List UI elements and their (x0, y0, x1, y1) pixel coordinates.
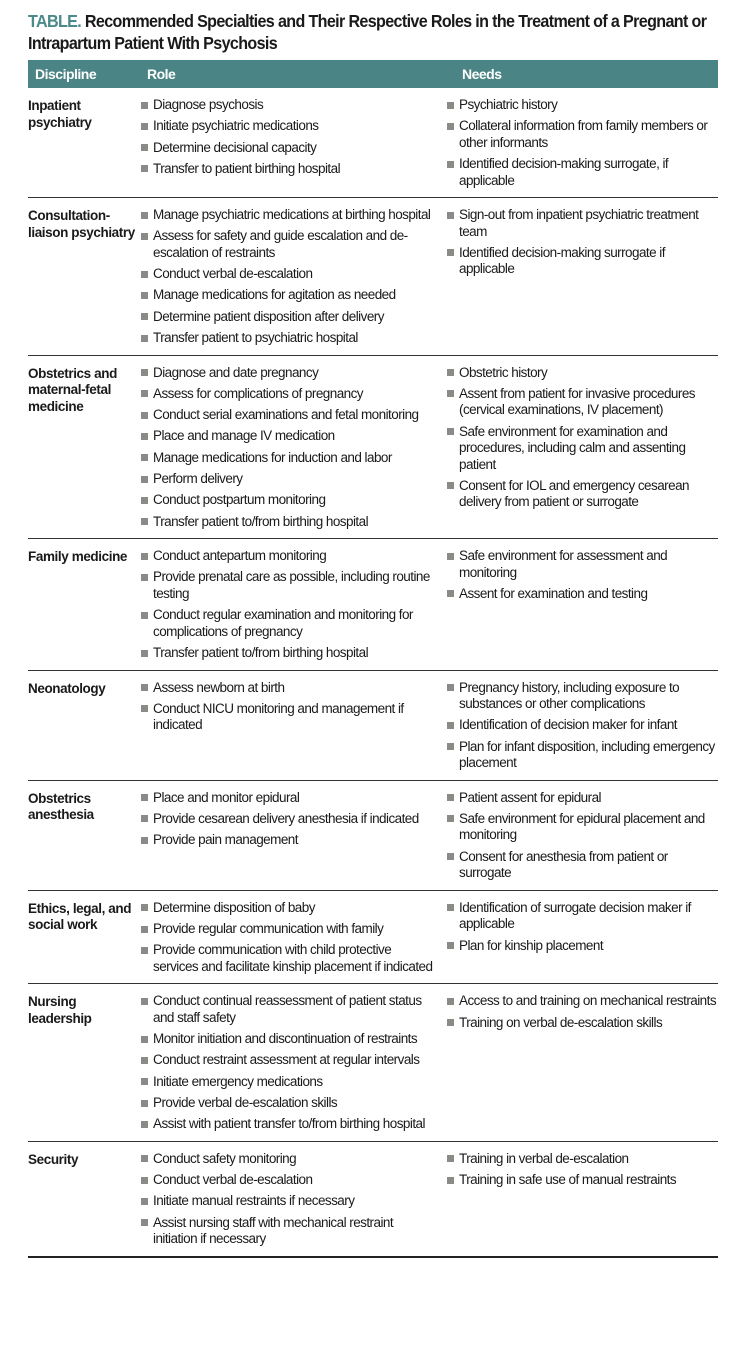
role-cell (140, 680, 446, 772)
needs-item (446, 586, 718, 603)
needs-cell (446, 790, 718, 882)
role-item (140, 365, 434, 382)
bullet-square-icon (447, 590, 454, 597)
role-item (140, 140, 434, 157)
bullet-square-icon (141, 684, 148, 691)
bullet-square-icon (141, 998, 148, 1005)
bullet-square-icon (447, 743, 454, 750)
header-role: Role (147, 66, 176, 82)
role-item-text: Transfer patient to/from birthing hospital (153, 645, 369, 661)
needs-cell (446, 1151, 718, 1248)
discipline-cell: Inpatient psychiatry (28, 98, 92, 130)
needs-item-text: Obstetric history (459, 364, 548, 380)
role-item-text: Conduct verbal de-escalation (153, 266, 313, 282)
role-item-text: Conduct restraint assessment at regular intervals (153, 1052, 420, 1068)
role-item (140, 701, 434, 734)
needs-cell (446, 97, 718, 189)
bullet-square-icon (141, 1121, 148, 1128)
role-item (140, 1172, 434, 1189)
needs-item (446, 156, 718, 189)
needs-item (446, 900, 718, 933)
role-item (140, 514, 434, 531)
role-item (140, 407, 434, 424)
role-item (140, 228, 434, 261)
role-item-text: Place and manage IV medication (153, 428, 335, 444)
role-item-text: Assist with patient transfer to/from birthing hospital (153, 1116, 425, 1132)
bullet-square-icon (141, 1100, 148, 1107)
role-item (140, 266, 434, 283)
needs-item-text: Consent for anesthesia from patient or surrogate (459, 848, 668, 881)
bullet-square-icon (447, 553, 454, 560)
role-item (140, 607, 434, 640)
bullet-square-icon (141, 1078, 148, 1085)
role-item (140, 832, 434, 849)
bullet-square-icon (141, 233, 148, 240)
role-item-text: Conduct serial examinations and fetal monitoring (153, 407, 419, 423)
bullet-square-icon (141, 1198, 148, 1205)
needs-item (446, 386, 718, 419)
needs-cell (446, 900, 718, 976)
role-item-text: Determine disposition of baby (153, 899, 315, 915)
role-item (140, 1116, 434, 1133)
needs-item-text: Consent for IOL and emergency cesarean delivery from patient or surrogate (459, 477, 689, 510)
bullet-square-icon (141, 497, 148, 504)
role-item-text: Diagnose psychosis (153, 97, 264, 112)
needs-item-text: Identification of decision maker for infant (459, 717, 677, 733)
needs-item-text: Identification of surrogate decision maker if applicable (459, 899, 691, 932)
needs-item (446, 424, 718, 474)
specialties-table (28, 60, 718, 1258)
bullet-square-icon (447, 942, 454, 949)
needs-item-text: Identified decision-making surrogate if applicable (459, 244, 665, 277)
bullet-square-icon (447, 161, 454, 168)
bullet-square-icon (141, 1057, 148, 1064)
bullet-square-icon (141, 650, 148, 657)
role-item (140, 161, 434, 178)
role-item (140, 680, 434, 697)
discipline-cell: Family medicine (28, 549, 128, 565)
role-item-text: Determine patient disposition after delivery (153, 308, 384, 324)
header-discipline: Discipline (35, 66, 97, 82)
needs-item-text: Patient assent for epidural (459, 789, 601, 805)
role-item (140, 790, 434, 807)
role-item-text: Manage psychiatric medications at birthing hospital (153, 207, 431, 223)
bullet-square-icon (141, 292, 148, 299)
needs-item-text: Assent from patient for invasive procedures (cervical examinations, IV placement) (459, 385, 695, 418)
bullet-square-icon (447, 853, 454, 860)
role-cell (140, 790, 446, 882)
role-item (140, 569, 434, 602)
role-item (140, 471, 434, 488)
needs-item-text: Plan for infant disposition, including emergency placement (459, 738, 715, 771)
bullet-square-icon (141, 271, 148, 278)
role-item-text: Provide cesarean delivery anesthesia if indicated (153, 810, 419, 826)
table-row (28, 1142, 718, 1258)
table-title-text: Recommended Specialties and Their Respective Roles in the Treatment of a Pregnant or Intrapartum Patient With Psychosis (28, 11, 707, 53)
needs-item-text: Plan for kinship placement (459, 937, 604, 953)
role-item-text: Conduct safety monitoring (153, 1150, 297, 1166)
bullet-square-icon (141, 123, 148, 130)
bullet-square-icon (141, 705, 148, 712)
role-item-text: Provide verbal de-escalation skills (153, 1095, 338, 1111)
needs-cell (446, 680, 718, 772)
bullet-square-icon (141, 947, 148, 954)
bullet-square-icon (141, 1177, 148, 1184)
needs-item (446, 790, 718, 807)
needs-cell (446, 993, 718, 1132)
role-cell (140, 365, 446, 531)
role-item-text: Provide pain management (153, 832, 298, 848)
bullet-square-icon (141, 904, 148, 911)
bullet-square-icon (447, 249, 454, 256)
needs-item (446, 207, 718, 240)
needs-item-text: Training in safe use of manual restraints (459, 1172, 677, 1188)
role-item-text: Assess for safety and guide escalation and de-escalation of restraints (153, 228, 408, 260)
needs-item (446, 993, 718, 1010)
needs-item (446, 97, 718, 114)
table-row (28, 539, 718, 670)
needs-item (446, 1151, 718, 1168)
role-item-text: Manage medications for agitation as needed (153, 287, 396, 303)
role-item (140, 1215, 434, 1248)
bullet-square-icon (141, 433, 148, 440)
role-item-text: Initiate psychiatric medications (153, 118, 319, 134)
needs-item-text: Safe environment for examination and procedures, including calm and assenting patient (459, 423, 686, 472)
role-item (140, 330, 434, 347)
bullet-square-icon (447, 815, 454, 822)
role-cell (140, 1151, 446, 1248)
role-item (140, 921, 434, 938)
needs-item (446, 548, 718, 581)
role-item (140, 386, 434, 403)
role-item-text: Initiate emergency medications (153, 1073, 323, 1089)
needs-item-text: Pregnancy history, including exposure to substances or other complications (459, 679, 680, 712)
role-item-text: Conduct continual reassessment of patient status and staff safety (153, 993, 422, 1025)
bullet-square-icon (141, 1219, 148, 1226)
needs-cell (446, 548, 718, 661)
role-item-text: Conduct antepartum monitoring (153, 548, 327, 564)
needs-item (446, 680, 718, 713)
role-item (140, 118, 434, 135)
needs-item (446, 849, 718, 882)
role-item (140, 645, 434, 662)
bullet-square-icon (447, 369, 454, 376)
role-cell (140, 900, 446, 976)
role-item-text: Provide communication with child protective services and facilitate kinship placement if indicated (153, 942, 433, 974)
role-item-text: Place and monitor epidural (153, 789, 300, 805)
table-row (28, 198, 718, 355)
role-item-text: Conduct regular examination and monitoring for complications of pregnancy (153, 607, 413, 639)
role-item-text: Conduct postpartum monitoring (153, 492, 326, 508)
bullet-square-icon (141, 454, 148, 461)
needs-item-text: Identified decision-making surrogate, if applicable (459, 156, 669, 188)
role-item (140, 97, 434, 114)
role-item-text: Monitor initiation and discontinuation of restraints (153, 1031, 418, 1047)
needs-item-text: Safe environment for epidural placement and monitoring (459, 810, 705, 843)
needs-item-text: Safe environment for assessment and monitoring (459, 548, 668, 580)
bullet-square-icon (141, 313, 148, 320)
role-item (140, 428, 434, 445)
needs-item (446, 1015, 718, 1032)
discipline-cell: Obstetrics anesthesia (28, 790, 94, 823)
role-item (140, 1151, 434, 1168)
role-item (140, 993, 434, 1026)
role-item-text: Conduct NICU monitoring and management if indicated (153, 700, 404, 733)
role-item-text: Conduct verbal de-escalation (153, 1172, 313, 1188)
role-item (140, 207, 434, 224)
table-row (28, 891, 718, 985)
table-row (28, 356, 718, 540)
bullet-square-icon (447, 212, 454, 219)
role-item (140, 492, 434, 509)
needs-item-text: Collateral information from family members or other informants (459, 118, 708, 150)
discipline-cell: Neonatology (28, 680, 106, 696)
role-item (140, 811, 434, 828)
role-cell (140, 993, 446, 1132)
table-row (28, 88, 718, 198)
table-label: TABLE. (28, 11, 82, 31)
needs-item (446, 118, 718, 151)
bullet-square-icon (141, 794, 148, 801)
needs-item (446, 938, 718, 955)
needs-item-text: Psychiatric history (459, 97, 558, 112)
discipline-cell: Nursing leadership (28, 994, 92, 1026)
bullet-square-icon (447, 998, 454, 1005)
needs-item (446, 739, 718, 772)
bullet-square-icon (447, 428, 454, 435)
header-needs: Needs (462, 66, 502, 82)
role-item-text: Initiate manual restraints if necessary (153, 1193, 355, 1209)
bullet-square-icon (447, 684, 454, 691)
role-item (140, 942, 434, 975)
role-item (140, 1193, 434, 1210)
bullet-square-icon (141, 1155, 148, 1162)
role-cell (140, 97, 446, 189)
role-item-text: Provide prenatal care as possible, including routine testing (153, 569, 430, 601)
bullet-square-icon (447, 102, 454, 109)
role-cell (140, 207, 446, 346)
role-item (140, 287, 434, 304)
bullet-square-icon (447, 1177, 454, 1184)
needs-item (446, 1172, 718, 1189)
role-item (140, 1095, 434, 1112)
bullet-square-icon (141, 926, 148, 933)
table-title (28, 10, 727, 54)
bullet-square-icon (447, 390, 454, 397)
bullet-square-icon (141, 144, 148, 151)
needs-item (446, 245, 718, 278)
role-item (140, 309, 434, 326)
bullet-square-icon (141, 553, 148, 560)
role-item-text: Transfer patient to/from birthing hospital (153, 513, 369, 529)
role-item-text: Provide regular communication with family (153, 921, 384, 937)
discipline-cell: Ethics, legal, and social work (28, 900, 132, 933)
bullet-square-icon (447, 904, 454, 911)
role-item (140, 450, 434, 467)
bullet-square-icon (141, 476, 148, 483)
bullet-square-icon (141, 390, 148, 397)
table-header (28, 60, 718, 88)
role-item (140, 548, 434, 565)
needs-item (446, 811, 718, 844)
role-item (140, 900, 434, 917)
needs-item (446, 717, 718, 734)
role-item-text: Assist nursing staff with mechanical restraint initiation if necessary (153, 1214, 394, 1247)
discipline-cell: Consultation-liaison psychiatry (28, 208, 135, 240)
bullet-square-icon (141, 165, 148, 172)
role-item-text: Determine decisional capacity (153, 139, 317, 155)
bullet-square-icon (447, 722, 454, 729)
bullet-square-icon (141, 369, 148, 376)
role-item-text: Transfer patient to psychiatric hospital (153, 330, 358, 346)
bullet-square-icon (447, 1019, 454, 1026)
needs-item (446, 478, 718, 511)
role-item (140, 1074, 434, 1091)
discipline-cell: Security (28, 1151, 79, 1167)
table-row (28, 781, 718, 891)
table-body (28, 88, 718, 1258)
role-item-text: Transfer to patient birthing hospital (153, 160, 341, 176)
bullet-square-icon (141, 837, 148, 844)
needs-item-text: Assent for examination and testing (459, 585, 648, 601)
needs-cell (446, 207, 718, 346)
needs-cell (446, 365, 718, 531)
role-cell (140, 548, 446, 661)
bullet-square-icon (141, 335, 148, 342)
role-item-text: Assess for complications of pregnancy (153, 385, 364, 401)
needs-item-text: Training in verbal de-escalation (459, 1150, 629, 1166)
bullet-square-icon (141, 102, 148, 109)
bullet-square-icon (141, 815, 148, 822)
role-item-text: Manage medications for induction and labor (153, 449, 392, 465)
bullet-square-icon (141, 612, 148, 619)
needs-item-text: Sign-out from inpatient psychiatric treatment team (459, 207, 699, 239)
table-row (28, 984, 718, 1141)
bullet-square-icon (141, 518, 148, 525)
bullet-square-icon (447, 123, 454, 130)
bullet-square-icon (141, 212, 148, 219)
needs-item-text: Training on verbal de-escalation skills (459, 1014, 663, 1030)
bullet-square-icon (141, 574, 148, 581)
role-item-text: Assess newborn at birth (153, 679, 285, 695)
needs-item-text: Access to and training on mechanical restraints (459, 993, 717, 1009)
bullet-square-icon (141, 1036, 148, 1043)
bullet-square-icon (447, 1155, 454, 1162)
bullet-square-icon (141, 412, 148, 419)
bullet-square-icon (447, 482, 454, 489)
table-row (28, 671, 718, 781)
role-item (140, 1031, 434, 1048)
needs-item (446, 365, 718, 382)
bullet-square-icon (447, 794, 454, 801)
discipline-cell: Obstetrics and maternal-fetal medicine (28, 365, 117, 414)
role-item-text: Perform delivery (153, 471, 243, 487)
role-item-text: Diagnose and date pregnancy (153, 364, 319, 380)
role-item (140, 1052, 434, 1069)
